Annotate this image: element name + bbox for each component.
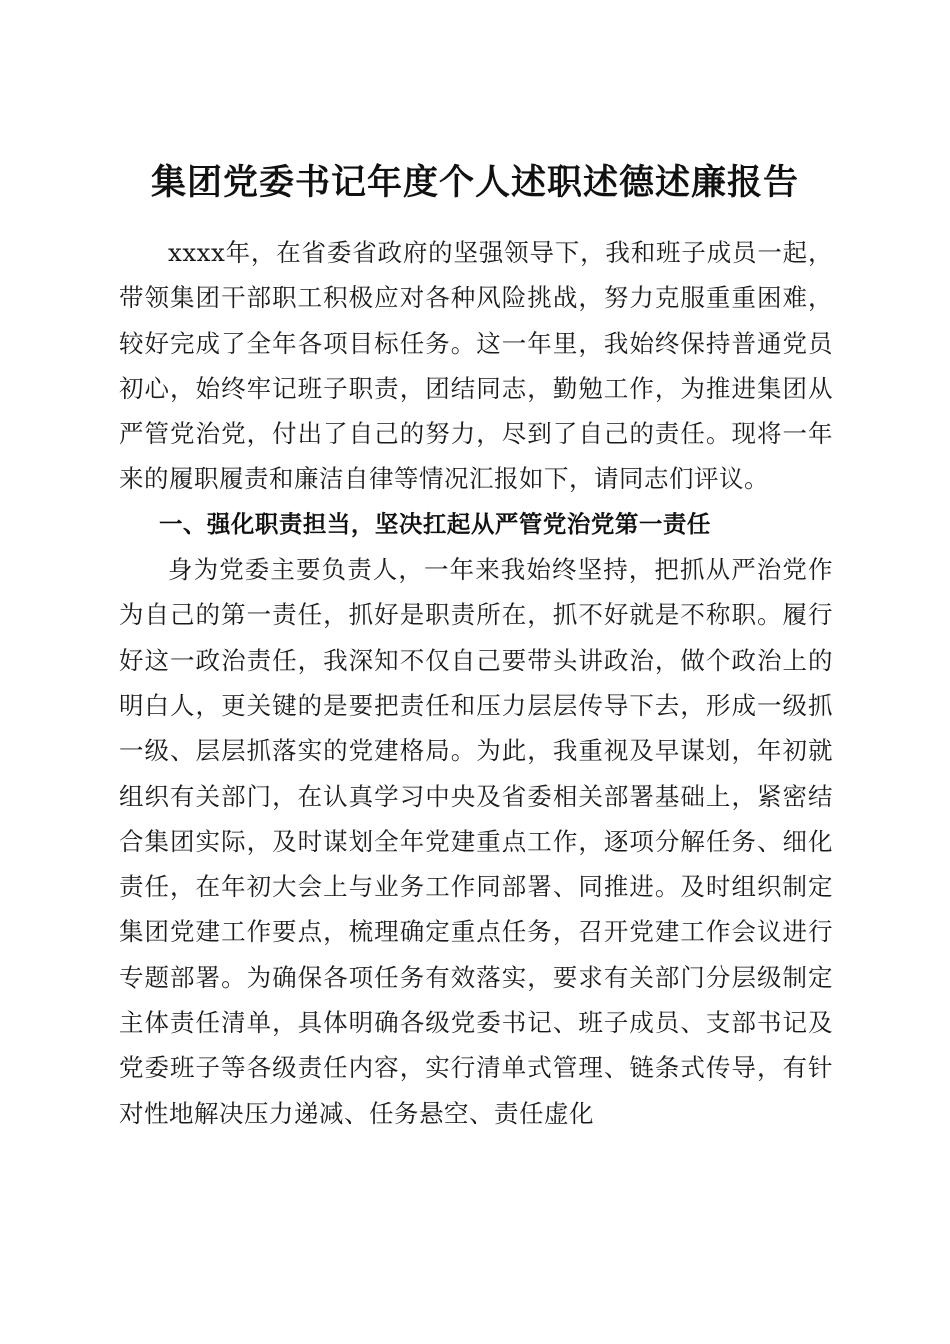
intro-paragraph: xxxx年，在省委省政府的坚强领导下，我和班子成员一起，带领集团干部职工积极应对各种风险挑战，努力克服重重困难，较好完成了全年各项目标任务。这一年里，我始终保持普通党员初心，始终牢记班子职责，团结同志，勤勉工作，为推进集团从严管党治党，付出了自己的努力，尽到了自己的责任。现将一年来的履职履责和廉洁自律等情况汇报如下，请同志们评议。 [119,238,833,494]
document-body [119,230,833,1136]
section-1-paragraph: 身为党委主要负责人，一年来我始终坚持，把抓从严治党作为自己的第一责任，抓好是职责所在，抓不好就是不称职。履行好这一政治责任，我深知不仅自己要带头讲政治，做个政治上的明白人，更关键的是要把责任和压力层层传导下去，形成一级抓一级、层层抓落实的党建格局。为此，我重视及早谋划，年初就组织有关部门，在认真学习中央及省委相关部署基础上，紧密结合集团实际，及时谋划全年党建重点工作，逐项分解任务、细化责任，在年初大会上与业务工作同部署、同推进。及时组织制定集团党建工作要点，梳理确定重点任务，召开党建工作会议进行专题部署。为确保各项任务有效落实，要求有关部门分层级制定主体责任清单，具体明确各级党委书记、班子成员、支部书记及党委班子等各级责任内容，实行清单式管理、链条式传导，有针对性地解决压力递减、任务悬空、责任虚化 [119,555,833,1128]
document-title: 集团党委书记年度个人述职述德述廉报告 [150,162,799,204]
section-1-heading: 一、强化职责担当，坚决扛起从严管党治党第一责任 [158,509,711,538]
